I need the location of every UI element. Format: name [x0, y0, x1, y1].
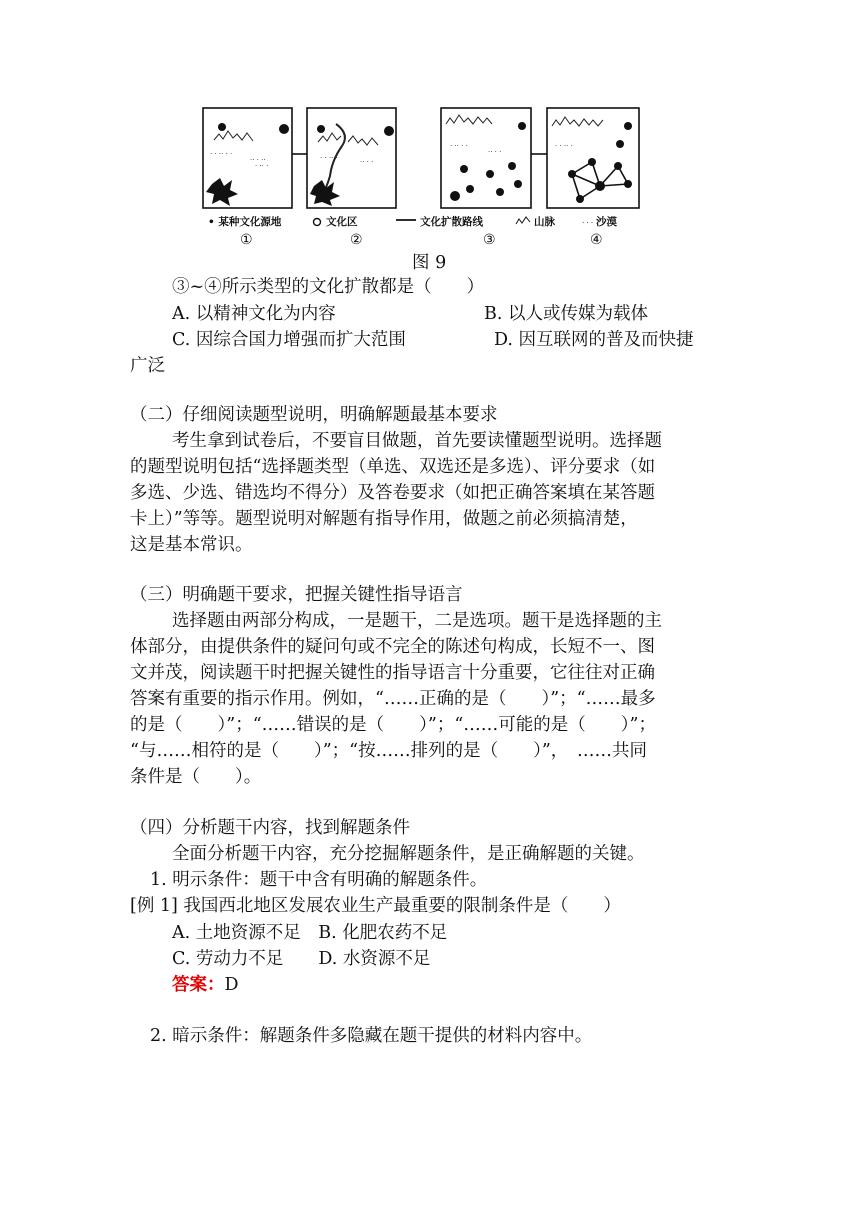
svg-text:· · ·: · · ·: [582, 219, 594, 227]
culture-diffusion-figure: [200, 104, 645, 254]
option-b: B. 以人或传媒为载体: [484, 304, 648, 324]
svg-text:·· · ·: ·· · ·: [360, 158, 374, 166]
question-stem: ③~④所示类型的文化扩散都是（ ）: [172, 277, 485, 297]
section3-line: 条件是（ ）。: [130, 767, 262, 787]
section2-line: 这是基本常识。: [130, 535, 253, 555]
mountain-1: [214, 131, 253, 141]
section2-line: 的题型说明包括“选择题类型（单选、双选还是多选）、评分要求（如: [130, 457, 656, 477]
section3-line: 答案有重要的指示作用。例如，“……正确的是（ ）”；“……最多: [130, 689, 656, 709]
section4-heading: （四）分析题干内容，找到解题条件: [130, 818, 410, 838]
mountain-2: [318, 133, 341, 142]
section3-line: 的是（ ）”；“……错误的是（ ）”；“……可能的是（ ）”；: [130, 715, 656, 735]
panel-number-3: ③: [483, 232, 496, 248]
panel-number-1: ①: [240, 232, 253, 248]
mountain-3: [446, 115, 492, 124]
answer: [172, 973, 239, 997]
panel-number-4: ④: [590, 232, 603, 248]
section3-heading: （三）明确题干要求，把握关键性指导语言: [130, 585, 463, 605]
section2-line: 多选、少选、错选均不得分）及答卷要求（如把正确答案填在某答题: [130, 483, 655, 503]
svg-text:· · ·· ·: · · ·· ·: [555, 142, 573, 150]
svg-text:· · ·· · ·: · · ·· · ·: [210, 150, 233, 158]
item-explicit-condition: 1. 明示条件：题干中含有明确的解题条件。: [150, 870, 488, 890]
mountain-4: [552, 117, 603, 126]
figure-panels: [200, 104, 645, 254]
panel-number-2: ②: [350, 232, 363, 248]
answer-label: 答案：: [172, 975, 225, 995]
legend-desert: 沙漠: [596, 216, 617, 228]
svg-text:· · ·· ·: · · ·· ·: [320, 154, 338, 162]
legend-culture-area: 文化区: [326, 216, 358, 228]
mountain-2b: [348, 136, 378, 145]
option-a: A. 以精神文化为内容: [172, 304, 336, 324]
option-c: C. 因综合国力增强而扩大范围: [172, 330, 406, 350]
option-d: D. 因互联网的普及而快捷: [494, 330, 694, 350]
example-1-stem: [例 1] 我国西北地区发展农业生产最重要的限制条件是（ ）: [130, 896, 621, 916]
svg-text:·· · ··: ·· · ··: [250, 156, 266, 164]
section2-heading: （二）仔细阅读题型说明，明确解题最基本要求: [130, 405, 498, 425]
section3-line: 体部分，由提供条件的疑问句或不完全的陈述句构成，长短不一、图: [130, 637, 655, 657]
example-1-options-cd: C. 劳动力不足 D. 水资源不足: [172, 949, 431, 969]
example-1-options-ab: A. 土地资源不足 B. 化肥农药不足: [172, 923, 448, 943]
item-implicit-condition: 2. 暗示条件：解题条件多隐藏在题干提供的材料内容中。: [150, 1026, 593, 1046]
legend-diffusion-route: 文化扩散路线: [420, 216, 483, 228]
section3-line: 文并茂，阅读题干时把握关键性的指导语言十分重要，它往往对正确: [130, 663, 655, 683]
svg-text:· ·· · ·: · ·· · ·: [450, 142, 468, 150]
legend-mountain: 山脉: [534, 216, 555, 228]
svg-text:· ·· ·: · ·· ·: [255, 162, 269, 170]
section2-line: 卡上）”等等。题型说明对解题有指导作用，做题之前必须搞清楚，: [130, 509, 638, 529]
section3-line: “与……相符的是（ ）”；“按……排列的是（ ）”， ……共同: [130, 741, 648, 761]
legend-source: • 某种文化源地: [208, 216, 282, 228]
figure-caption: 图 9: [412, 253, 447, 273]
option-d-continued: 广泛: [130, 356, 165, 376]
svg-text:·· · ·: ·· · ·: [488, 148, 502, 156]
section4-intro: 全面分析题干内容，充分挖掘解题条件，是正确解题的关键。: [172, 844, 645, 864]
answer-value: D: [224, 975, 239, 995]
section2-line: 考生拿到试卷后，不要盲目做题，首先要读懂题型说明。选择题: [172, 431, 662, 451]
section3-line: 选择题由两部分构成，一是题干，二是选项。题干是选择题的主: [172, 611, 662, 631]
